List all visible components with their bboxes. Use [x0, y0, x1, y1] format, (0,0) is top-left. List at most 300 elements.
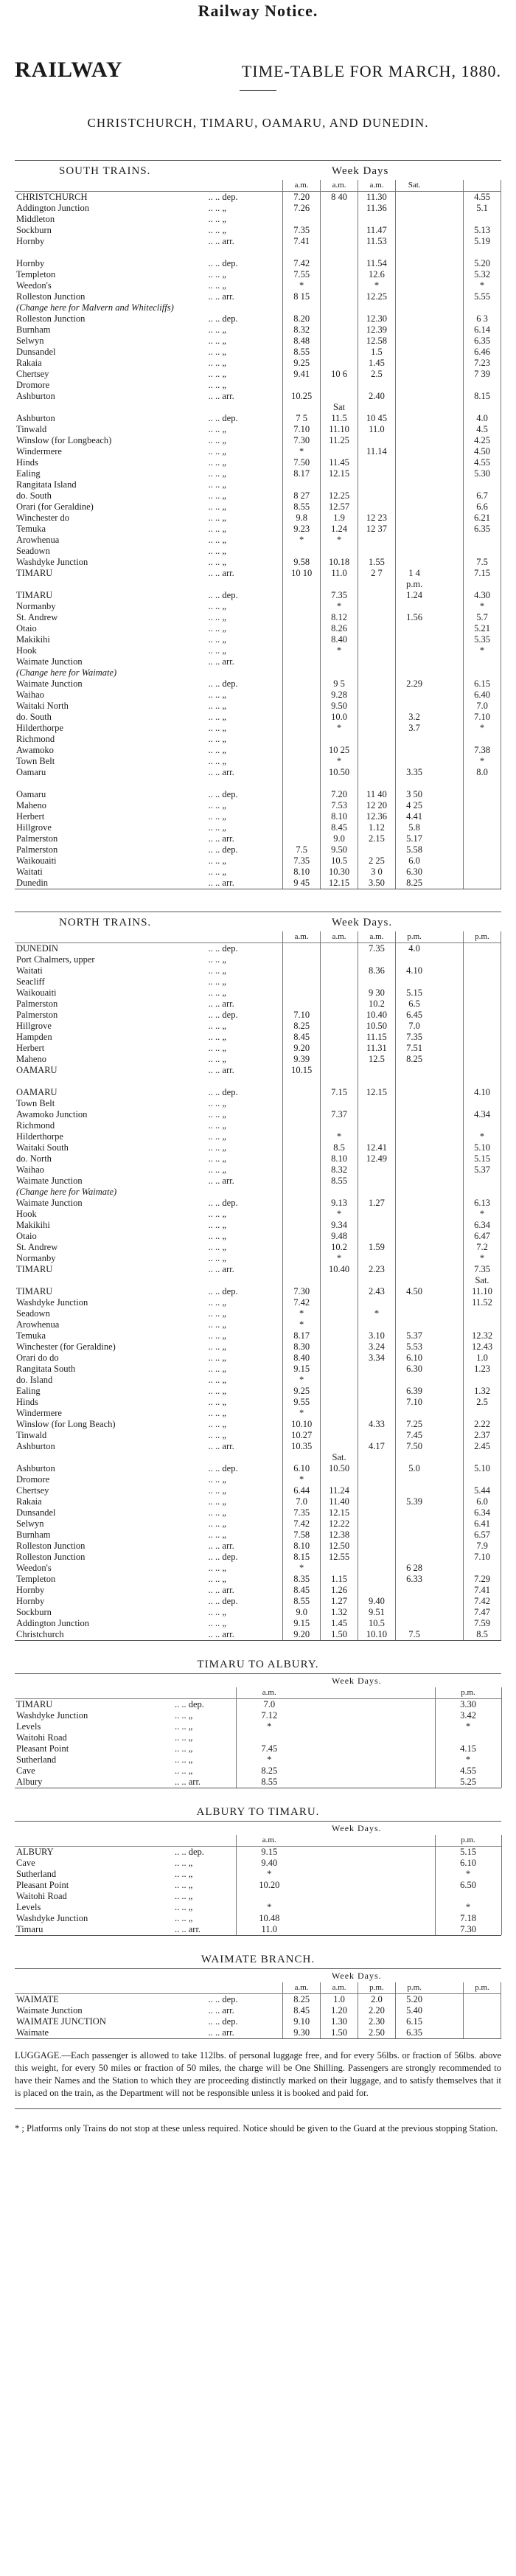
time-cell: 10.15: [283, 1065, 321, 1076]
time-cell: [395, 701, 433, 712]
time-cell: 8.25: [236, 1766, 302, 1777]
table-row: [15, 1687, 501, 1699]
time-cell: 6.34: [464, 1507, 501, 1518]
time-cell: [283, 1164, 321, 1176]
table-row: [15, 1386, 501, 1397]
time-cell: [358, 634, 396, 645]
table-row: [15, 976, 501, 987]
time-cell: [358, 1485, 396, 1496]
station-name: Dromore: [16, 1474, 50, 1485]
table-row: [15, 1131, 501, 1142]
spacer: [302, 1891, 435, 1902]
table-row: [15, 800, 501, 811]
table-row: [15, 1441, 501, 1452]
station-name: Templeton: [16, 269, 56, 280]
time-cell: a.m.: [321, 1982, 358, 1994]
station-name: Ashburton: [16, 391, 55, 401]
table-row: [15, 987, 501, 999]
spacer: [433, 1541, 463, 1552]
time-cell: *: [464, 601, 501, 612]
station-name: Otaio: [16, 623, 37, 633]
time-cell: [321, 1375, 358, 1386]
time-cell: 6.6: [464, 501, 501, 513]
arr-dep-label: .. .. „: [208, 358, 226, 368]
time-cell: 10.27: [283, 1430, 321, 1441]
time-cell: 8.40: [321, 634, 358, 645]
time-cell: 8.45: [283, 2005, 321, 2016]
time-cell: 7.35: [321, 590, 358, 601]
time-cell: [358, 1552, 396, 1563]
time-cell: *: [321, 756, 358, 767]
time-cell: 5.17: [395, 833, 433, 844]
station-name: St. Andrew: [16, 612, 58, 622]
station-name: Arowhenua: [16, 1319, 60, 1330]
table-row: [15, 1721, 501, 1732]
arr-dep-label: .. .. „: [175, 1869, 193, 1879]
time-cell: [358, 690, 396, 701]
time-cell: 4.33: [358, 1419, 396, 1430]
time-cell: 9.0: [283, 1607, 321, 1618]
table-row: [15, 513, 501, 524]
table-row: [15, 1474, 501, 1485]
time-cell: 11.47: [358, 225, 396, 236]
time-cell: 10.10: [283, 1419, 321, 1430]
spacer: [433, 1353, 463, 1364]
time-cell: 4.55: [464, 457, 501, 468]
station-name: OAMARU: [16, 1065, 57, 1075]
time-cell: 11.0: [236, 1924, 302, 1935]
time-cell: [395, 424, 433, 435]
time-cell: [358, 745, 396, 756]
arr-dep-label: .. .. arr.: [208, 878, 234, 888]
time-cell: 5.10: [464, 1463, 501, 1474]
time-cell: 11.31: [358, 1043, 396, 1054]
station-name: Sutherland: [16, 1869, 57, 1879]
table-row: [15, 1607, 501, 1618]
time-cell: 2.43: [358, 1286, 396, 1297]
table-row: [15, 1076, 501, 1087]
time-cell: 8.5: [321, 1142, 358, 1153]
station-name: Awamoko Junction: [16, 1109, 88, 1119]
station-name: Levels: [16, 1902, 41, 1912]
station-name: Hornby: [16, 258, 45, 268]
time-cell: 1.30: [321, 2016, 358, 2027]
time-cell: [464, 1032, 501, 1043]
time-cell: [395, 1253, 433, 1264]
table-row: [15, 1552, 501, 1563]
route-subtitle: CHRISTCHURCH, TIMARU, OAMARU, AND DUNEDIN.: [87, 116, 429, 130]
time-cell: 5.35: [464, 634, 501, 645]
time-cell: 12.41: [358, 1142, 396, 1153]
station-name: [15, 402, 207, 413]
time-cell: 2.37: [464, 1430, 501, 1441]
spacer: [433, 180, 463, 192]
time-cell: [358, 590, 396, 601]
spacer: [433, 623, 463, 634]
station-name: Tinwald: [16, 424, 47, 434]
time-cell: [395, 601, 433, 612]
time-cell: [395, 324, 433, 336]
time-cell: [395, 1485, 433, 1496]
time-cell: 6.0: [464, 1496, 501, 1507]
timetable-heading: TIME-TABLE FOR MARCH, 1880.: [241, 62, 501, 80]
spacer: [433, 1485, 463, 1496]
table-row: [15, 931, 501, 943]
spacer: [433, 1375, 463, 1386]
time-cell: [395, 1408, 433, 1419]
arr-dep-label: .. .. „: [208, 369, 226, 379]
time-cell: [283, 1087, 321, 1098]
time-cell: Sat: [321, 402, 358, 413]
time-cell: [358, 579, 396, 590]
time-cell: 10.10: [358, 1629, 396, 1640]
time-cell: [283, 1452, 321, 1463]
station-name: Sockburn: [16, 1607, 52, 1617]
station-name: Waitaki South: [16, 1142, 69, 1153]
station-name: Burnham: [16, 1530, 51, 1540]
time-cell: 7.5: [464, 557, 501, 568]
arr-dep-label: .. .. „: [208, 1353, 226, 1363]
arr-dep-label: .. .. arr.: [208, 1585, 234, 1595]
spacer: [433, 247, 463, 258]
time-cell: 7.30: [435, 1924, 501, 1935]
arr-dep-label: .. .. arr.: [208, 1065, 234, 1075]
time-cell: p.m.: [395, 931, 433, 943]
station-name: Cave: [16, 1858, 35, 1868]
arr-dep-label: .. .. dep.: [208, 1087, 238, 1097]
station-name: Addington Junction: [16, 203, 89, 213]
spacer: [433, 524, 463, 535]
time-cell: [283, 590, 321, 601]
north-header: [15, 912, 501, 931]
time-cell: [358, 645, 396, 656]
time-cell: [283, 987, 321, 999]
time-cell: *: [321, 723, 358, 734]
time-cell: [395, 524, 433, 535]
time-cell: 4.55: [464, 192, 501, 204]
time-cell: *: [283, 1408, 321, 1419]
arr-dep-label: .. .. „: [208, 965, 226, 976]
time-cell: p.m.: [464, 1982, 501, 1994]
time-cell: [321, 446, 358, 457]
time-cell: 4.50: [464, 446, 501, 457]
table-row: [15, 1982, 501, 1994]
time-cell: 5.19: [464, 236, 501, 247]
table-row: [15, 269, 501, 280]
time-cell: [358, 479, 396, 490]
station-name: Rakaia: [16, 1496, 42, 1507]
table-row: [15, 656, 501, 667]
time-cell: 4.10: [395, 965, 433, 976]
time-cell: [283, 954, 321, 965]
station-name: Waimate Junction: [16, 2005, 83, 2016]
spacer: [302, 1880, 435, 1891]
spacer: [433, 1518, 463, 1530]
station-name: Hampden: [16, 1032, 52, 1042]
time-cell: [321, 1120, 358, 1131]
spacer: [433, 645, 463, 656]
station-name: OAMARU: [16, 1087, 57, 1097]
arr-dep-label: .. .. dep.: [208, 192, 238, 202]
time-cell: [464, 778, 501, 789]
table-row: [15, 1835, 501, 1847]
time-cell: 12.6: [358, 269, 396, 280]
station-name: Dunedin: [16, 878, 49, 888]
time-cell: [395, 369, 433, 380]
time-cell: [321, 1408, 358, 1419]
spacer: [433, 1507, 463, 1518]
station-name: Tinwald: [16, 1430, 47, 1440]
time-cell: [464, 402, 501, 413]
time-cell: 9.28: [321, 690, 358, 701]
time-cell: [395, 1518, 433, 1530]
time-cell: 5.1: [464, 203, 501, 214]
time-cell: [283, 546, 321, 557]
time-cell: 1.26: [321, 1585, 358, 1596]
time-cell: 8.45: [283, 1032, 321, 1043]
time-cell: 10.0: [321, 712, 358, 723]
time-cell: 9.30: [283, 2027, 321, 2038]
time-cell: 2.5: [464, 1397, 501, 1408]
spacer: [433, 369, 463, 380]
time-cell: p.m.: [395, 579, 433, 590]
time-cell: 8.45: [321, 822, 358, 833]
station-name: Oamaru: [16, 789, 46, 799]
time-cell: [283, 601, 321, 612]
time-cell: *: [236, 1869, 302, 1880]
time-cell: 12.15: [321, 878, 358, 889]
table-row: [15, 954, 501, 965]
spacer: [433, 291, 463, 302]
time-cell: 12.39: [358, 324, 396, 336]
time-cell: [395, 358, 433, 369]
station-name: Palmerston: [16, 1010, 58, 1020]
table-row: [15, 1209, 501, 1220]
table-row: [15, 1994, 501, 2006]
table-row: [15, 1242, 501, 1253]
arr-dep-label: .. .. arr.: [208, 1441, 234, 1451]
spacer: [302, 1766, 435, 1777]
station-name: Waihao: [16, 690, 44, 700]
time-cell: 12.30: [358, 313, 396, 324]
table-row: [15, 590, 501, 601]
time-cell: 9.55: [283, 1397, 321, 1408]
station-name: Winchester (for Geraldine): [16, 1341, 116, 1352]
arr-dep-label: .. .. „: [208, 1507, 226, 1518]
time-cell: 9.50: [321, 701, 358, 712]
spacer: [433, 833, 463, 844]
time-cell: p.m.: [435, 1835, 501, 1847]
time-cell: 12.15: [358, 1087, 396, 1098]
spacer: [433, 1065, 463, 1076]
time-cell: *: [435, 1869, 501, 1880]
time-cell: 1.12: [358, 822, 396, 833]
time-cell: [358, 1474, 396, 1485]
time-cell: [236, 1732, 302, 1743]
time-cell: [283, 822, 321, 833]
table-row: [15, 634, 501, 645]
station-name: Port Chalmers, upper: [16, 954, 95, 965]
time-cell: [395, 1076, 433, 1087]
spacer: [433, 413, 463, 424]
table-row: [15, 347, 501, 358]
time-cell: [464, 1043, 501, 1054]
spacer: [433, 1297, 463, 1308]
spacer: [433, 590, 463, 601]
table-row: [15, 645, 501, 656]
spacer: [302, 1754, 435, 1766]
time-cell: [283, 380, 321, 391]
waimate-title: WAIMATE BRANCH.: [201, 1954, 315, 1965]
time-cell: 12.49: [358, 1153, 396, 1164]
arr-dep-label: .. .. dep.: [208, 313, 238, 324]
spacer: [433, 1452, 463, 1463]
spacer: [433, 1308, 463, 1319]
time-cell: 8.30: [283, 1341, 321, 1353]
time-cell: 10.40: [321, 1264, 358, 1275]
arr-dep-label: .. .. dep.: [175, 1847, 204, 1857]
spacer: [433, 678, 463, 690]
time-cell: [395, 1220, 433, 1231]
time-cell: [283, 1275, 321, 1286]
station-name: Dunsandel: [16, 347, 56, 357]
station-name: Winchester do: [16, 513, 70, 523]
station-name: Maheno: [16, 1054, 46, 1064]
table-row: [15, 1330, 501, 1341]
station-name: Ashburton: [16, 1441, 55, 1451]
table-row: [15, 767, 501, 778]
arr-dep-label: .. .. „: [208, 855, 226, 866]
table-row: [15, 1375, 501, 1386]
arr-dep-label: .. .. „: [208, 324, 226, 335]
time-cell: [321, 1419, 358, 1430]
arr-dep-label: .. .. dep.: [208, 1994, 238, 2004]
time-cell: [464, 2005, 501, 2016]
table-row: [15, 1098, 501, 1109]
time-cell: 7.53: [321, 800, 358, 811]
table-row: [15, 1596, 501, 1607]
time-cell: 2.0: [358, 1994, 396, 2006]
time-cell: [464, 734, 501, 745]
time-cell: 10.20: [236, 1880, 302, 1891]
table-row: [15, 878, 501, 889]
table-row: [15, 612, 501, 623]
time-cell: 10.25: [283, 391, 321, 402]
time-cell: 6.45: [395, 1010, 433, 1021]
station-name: Seadown: [16, 546, 50, 556]
time-cell: 7.45: [395, 1430, 433, 1441]
time-cell: 6.15: [464, 678, 501, 690]
time-cell: 6.14: [464, 324, 501, 336]
time-cell: [321, 380, 358, 391]
table-row: [15, 1732, 501, 1743]
spacer: [433, 1120, 463, 1131]
time-cell: 7.50: [283, 457, 321, 468]
time-cell: [358, 1109, 396, 1120]
arr-dep-label: .. .. „: [175, 1902, 193, 1912]
arr-dep-label: .. .. arr.: [208, 291, 234, 302]
time-cell: [395, 479, 433, 490]
time-cell: [321, 943, 358, 955]
time-cell: [358, 723, 396, 734]
station-name: TIMARU: [16, 1286, 53, 1296]
table-row: [15, 1109, 501, 1120]
station-name: Rolleston Junction: [16, 313, 86, 324]
time-cell: [283, 1131, 321, 1142]
arr-dep-label: .. .. „: [208, 1607, 226, 1617]
table-row: [15, 822, 501, 833]
arr-dep-label: .. .. „: [208, 1574, 226, 1584]
spacer: [433, 656, 463, 667]
time-cell: 3 0: [358, 867, 396, 878]
station-name: Dromore: [16, 380, 50, 390]
arr-dep-label: [207, 402, 283, 413]
arr-dep-label: .. .. „: [208, 1297, 226, 1308]
station-name: Waimate Junction: [16, 656, 83, 667]
table-row: [15, 435, 501, 446]
time-cell: [283, 214, 321, 225]
arr-dep-label: .. .. „: [208, 1032, 226, 1042]
time-cell: 6.40: [464, 690, 501, 701]
time-cell: [358, 954, 396, 965]
time-cell: 11.10: [321, 424, 358, 435]
time-cell: [283, 943, 321, 955]
time-cell: [358, 1253, 396, 1264]
timaru-albury-title: TIMARU TO ALBURY.: [197, 1659, 319, 1670]
time-cell: 4.0: [464, 413, 501, 424]
time-cell: [358, 678, 396, 690]
time-cell: [395, 1375, 433, 1386]
station-name: Hillgrove: [16, 822, 52, 833]
time-cell: 9.15: [283, 1364, 321, 1375]
table-row: [15, 943, 501, 955]
station-name: Ealing: [16, 468, 41, 479]
table-row: [15, 1496, 501, 1507]
time-cell: 6.30: [395, 1364, 433, 1375]
time-cell: 8.25: [283, 1994, 321, 2006]
spacer: [433, 1574, 463, 1585]
arr-dep-label: [207, 931, 283, 943]
spacer: [433, 1098, 463, 1109]
time-cell: 10 25: [321, 745, 358, 756]
time-cell: 8.25: [395, 878, 433, 889]
time-cell: a.m.: [321, 931, 358, 943]
arr-dep-label: [173, 1835, 236, 1847]
station-name: Waitohi Road: [16, 1732, 67, 1743]
time-cell: [395, 1164, 433, 1176]
time-cell: [395, 1153, 433, 1164]
time-cell: 9.10: [283, 2016, 321, 2027]
time-cell: [358, 1076, 396, 1087]
time-cell: [321, 236, 358, 247]
time-cell: [321, 954, 358, 965]
time-cell: 8.10: [283, 867, 321, 878]
time-cell: 9.20: [283, 1043, 321, 1054]
time-cell: 9.13: [321, 1198, 358, 1209]
arr-dep-label: .. .. dep.: [208, 1198, 238, 1208]
arr-dep-label: .. .. „: [208, 468, 226, 479]
time-cell: [395, 1618, 433, 1629]
table-row: [15, 1847, 501, 1858]
table-row: [15, 1710, 501, 1721]
time-cell: [358, 1386, 396, 1397]
time-cell: [236, 1891, 302, 1902]
table-row: [15, 192, 501, 204]
table-row: [15, 1754, 501, 1766]
time-cell: a.m.: [236, 1835, 302, 1847]
arr-dep-label: .. .. „: [208, 1563, 226, 1573]
time-cell: [464, 965, 501, 976]
